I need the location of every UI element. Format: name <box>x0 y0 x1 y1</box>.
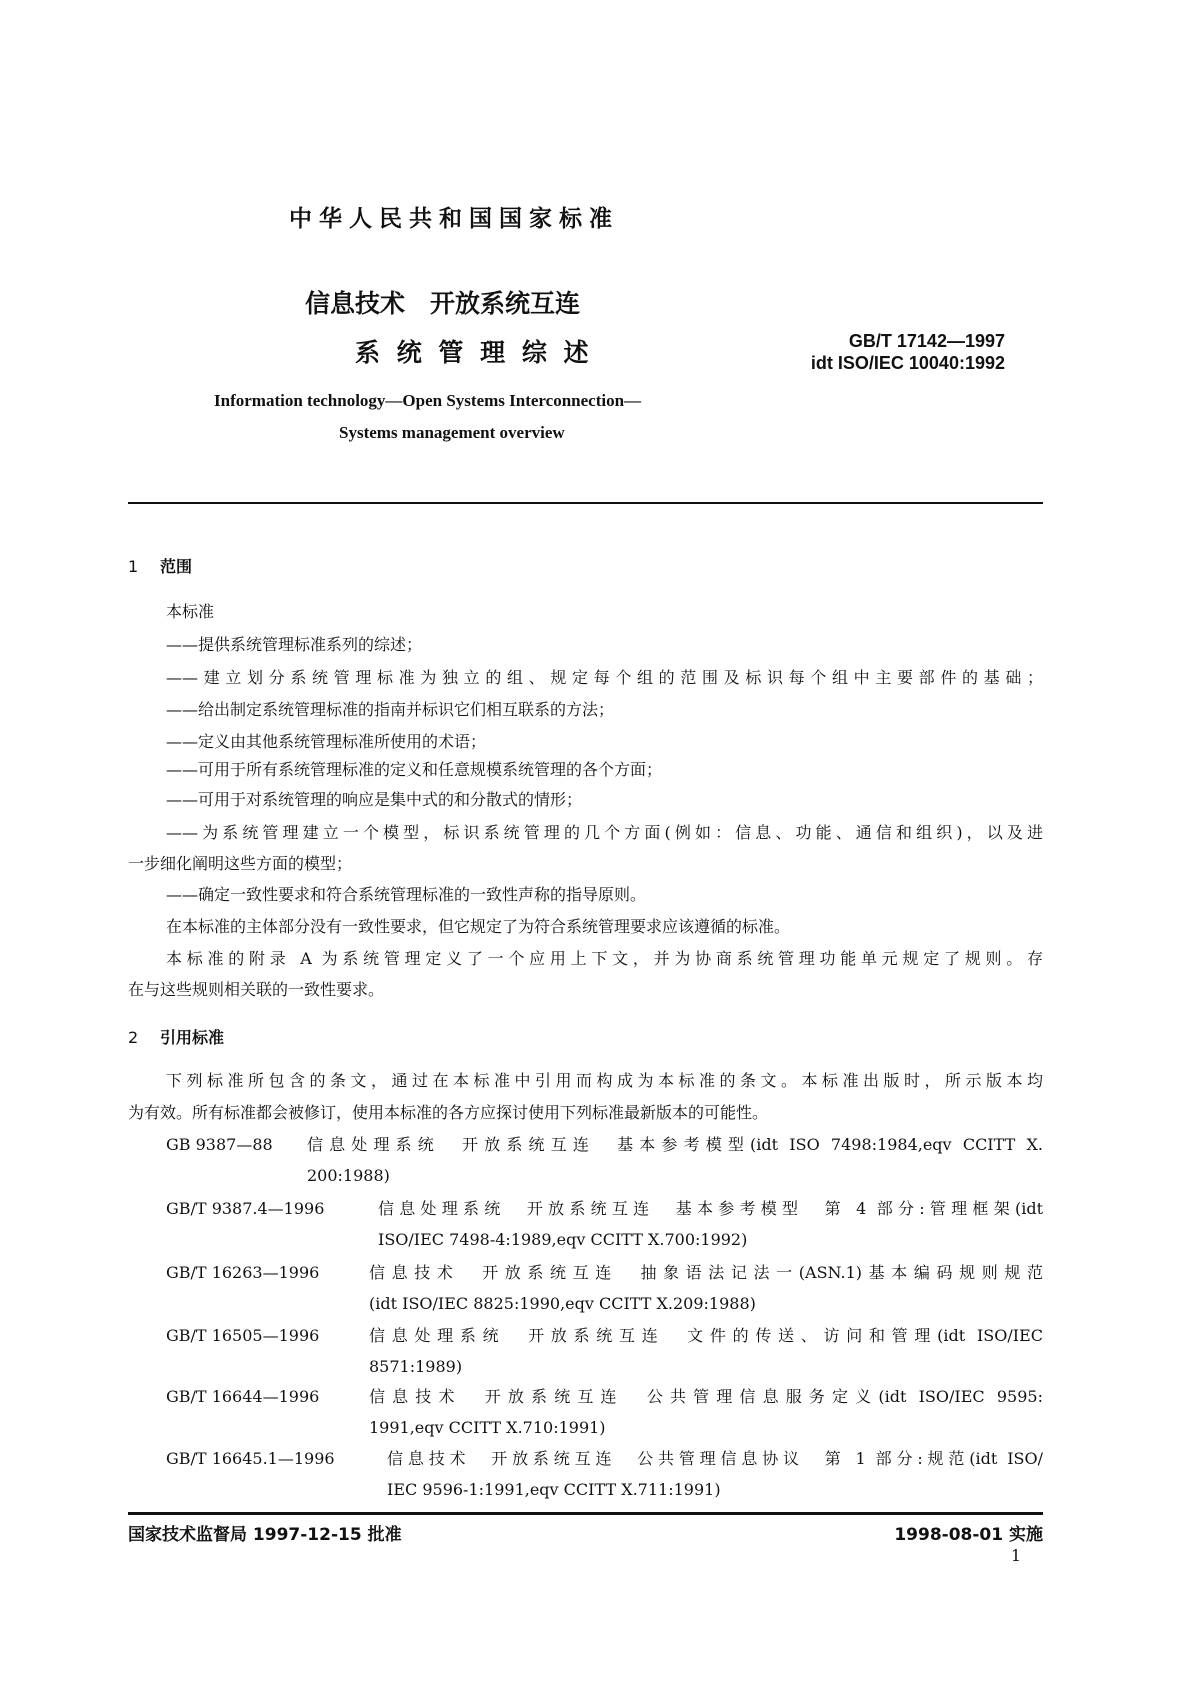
scope-line: ——给出制定系统管理标准的指南并标识它们相互联系的方法； <box>166 700 615 719</box>
section-number: 2 <box>128 1028 139 1047</box>
title-line-1: 信息技术 开放系统互连 <box>305 289 581 318</box>
iso-code: idt ISO/IEC 10040:1992 <box>810 353 1005 373</box>
header-divider <box>128 502 1043 504</box>
page-number: 1 <box>1010 1546 1021 1565</box>
section-2-heading <box>128 1025 224 1048</box>
english-title-line-1: Information technology—Open Systems Interconnection— <box>214 391 642 410</box>
effective-date: 1998-08-01 实施 <box>894 1525 1043 1545</box>
scope-line: 在本标准的主体部分没有一致性要求，但它规定了为符合系统管理要求应该遵循的标准。 <box>166 917 791 936</box>
reference-code: GB/T 16263—1996 <box>166 1263 320 1282</box>
standard-code <box>811 330 1005 374</box>
scope-line: 一步细化阐明这些方面的模型； <box>128 854 353 873</box>
scope-line: ——可用于对系统管理的响应是集中式的和分散式的情形； <box>166 790 583 809</box>
gb-code: GB/T 17142—1997 <box>848 331 1005 351</box>
reference-title: 信息处理系统 开放系统互连 文件的传送、访问和管理(idt ISO/IEC <box>369 1326 1043 1345</box>
scope-line: 在与这些规则相关联的一致性要求。 <box>128 980 385 999</box>
reference-code: GB/T 16645.1—1996 <box>166 1449 335 1468</box>
reference-title: 信息处理系统 开放系统互连 基本参考模型 第 4 部分:管理框架(idt <box>378 1199 1043 1218</box>
reference-title: 信息技术 开放系统互连 公共管理信息服务定义(idt ISO/IEC 9595: <box>369 1387 1043 1406</box>
reference-title: 信息处理系统 开放系统互连 基本参考模型(idt ISO 7498:1984,eqv CCITT X. <box>307 1135 1043 1154</box>
scope-line: 本标准 <box>166 602 215 621</box>
reference-title-cont: IEC 9596-1:1991,eqv CCITT X.711:1991) <box>387 1480 721 1499</box>
footer-divider <box>128 1512 1043 1515</box>
reference-title-cont: 8571:1989) <box>369 1357 463 1376</box>
english-title-line-2: Systems management overview <box>339 423 565 442</box>
intro-line: 为有效。所有标准都会被修订，使用本标准的各方应探讨使用下列标准最新版本的可能性。 <box>128 1103 769 1122</box>
reference-code: GB 9387—88 <box>166 1135 273 1154</box>
national-standard-header: 中华人民共和国国家标准 <box>289 206 619 232</box>
reference-title-cont: 200:1988) <box>307 1166 390 1185</box>
scope-line: ——确定一致性要求和符合系统管理标准的一致性声称的指导原则。 <box>166 885 647 904</box>
section-number: 1 <box>128 557 139 576</box>
reference-code: GB/T 16505—1996 <box>166 1326 320 1345</box>
section-1-heading <box>128 554 192 577</box>
title-line-2: 系 统 管 理 综 述 <box>355 338 593 367</box>
scope-line: 本标准的附录 A 为系统管理定义了一个应用上下文，并为协商系统管理功能单元规定了规则。存 <box>166 949 1043 968</box>
scope-line: ——为系统管理建立一个模型，标识系统管理的几个方面(例如：信息、功能、通信和组织)，以及进 <box>166 823 1043 842</box>
reference-title-cont: ISO/IEC 7498-4:1989,eqv CCITT X.700:1992) <box>378 1230 748 1249</box>
reference-code: GB/T 16644—1996 <box>166 1387 320 1406</box>
reference-title: 信息技术 开放系统互连 公共管理信息协议 第 1 部分:规范(idt ISO/ <box>387 1449 1043 1468</box>
section-title: 范围 <box>160 557 193 576</box>
scope-line: ——建立划分系统管理标准为独立的组、规定每个组的范围及标识每个组中主要部件的基础； <box>166 668 1043 687</box>
scope-line: ——提供系统管理标准系列的综述； <box>166 635 423 654</box>
reference-code: GB/T 9387.4—1996 <box>166 1199 325 1218</box>
scope-line: ——可用于所有系统管理标准的定义和任意规模系统管理的各个方面； <box>166 760 663 779</box>
approval-date: 国家技术监督局 1997-12-15 批准 <box>128 1525 402 1545</box>
reference-title: 信息技术 开放系统互连 抽象语法记法一(ASN.1)基本编码规则规范 <box>369 1263 1043 1282</box>
reference-title-cont: (idt ISO/IEC 8825:1990,eqv CCITT X.209:1988) <box>369 1294 756 1313</box>
reference-title-cont: 1991,eqv CCITT X.710:1991) <box>369 1418 606 1437</box>
intro-line: 下列标准所包含的条文，通过在本标准中引用而构成为本标准的条文。本标准出版时，所示版本均 <box>166 1071 1043 1090</box>
scope-line: ——定义由其他系统管理标准所使用的术语； <box>166 732 487 751</box>
section-title: 引用标准 <box>160 1028 225 1047</box>
